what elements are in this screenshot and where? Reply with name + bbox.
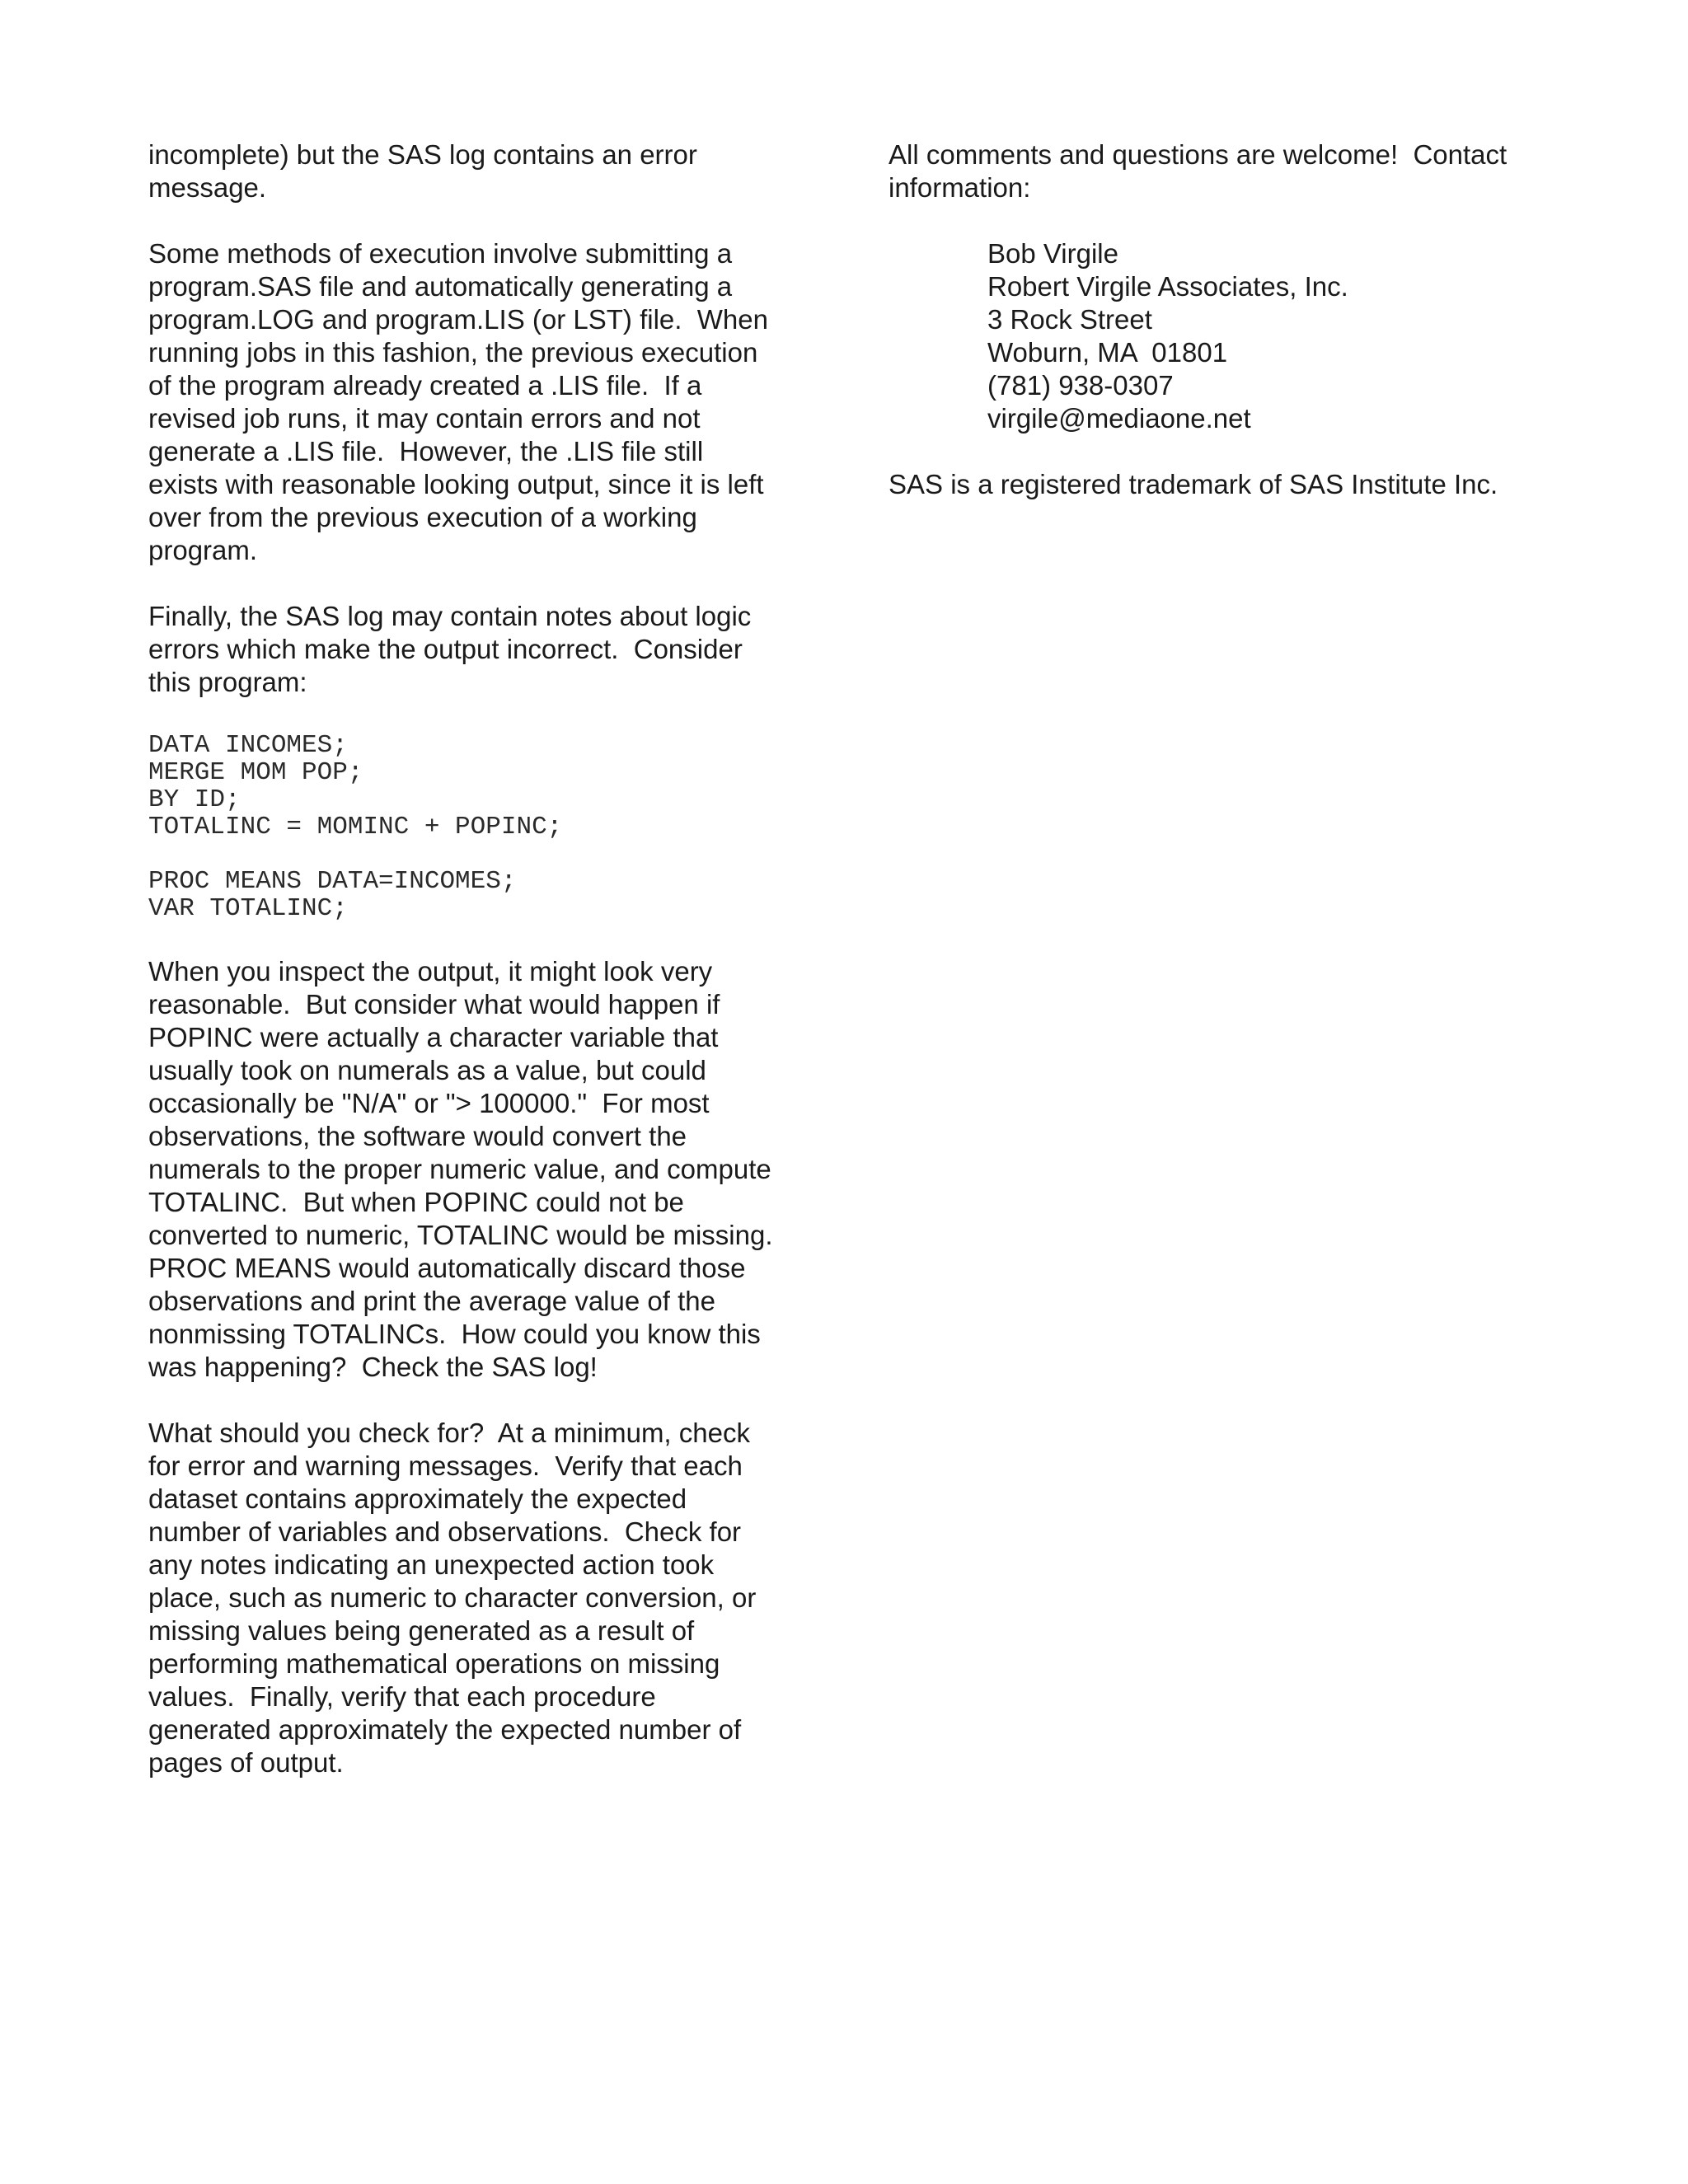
paragraph-trademark: SAS is a registered trademark of SAS Institute Inc. bbox=[889, 469, 1498, 499]
paragraph-inspect-output: When you inspect the output, it might look very reasonable. But consider what would happen if POPINC were actually a character variable that usually took on numerals as a value, but could occasionally be "N/A" or "> 100000." For most observations, the software would convert the numerals to the proper numeric value, and compute TOTALINC. But when POPINC could not be converted to numeric, TOTALINC would be missing. PROC MEANS would automatically discard those observations and print the average value of the nonmissing TOTALINCs. How could you know this was happening? Check the SAS log! bbox=[148, 956, 773, 1382]
left-column bbox=[148, 138, 808, 1812]
paragraph-execution-methods: Some methods of execution involve submitting a program.SAS file and automatically generating a program.LOG and program.LIS (or LST) file. When running jobs in this fashion, the previous execution of the program already created a .LIS file. If a revised job runs, it may contain errors and not generate a .LIS file. However, the .LIS file still exists with reasonable looking output, since it is left over from the previous execution of a working program. bbox=[148, 238, 768, 565]
contact-name: Bob Virgile bbox=[987, 238, 1118, 269]
code-block-proc-means: PROC MEANS DATA=INCOMES; VAR TOTALINC; bbox=[148, 867, 517, 923]
contact-address bbox=[889, 237, 1630, 435]
paragraph-contact-intro: All comments and questions are welcome! Contact information: bbox=[889, 139, 1507, 203]
contact-street: 3 Rock Street bbox=[987, 304, 1152, 335]
right-column bbox=[889, 138, 1630, 534]
paragraph-error-message: incomplete) but the SAS log contains an error message. bbox=[148, 139, 697, 203]
code-block-data-step: DATA INCOMES; MERGE MOM POP; BY ID; TOTALINC = MOMINC + POPINC; bbox=[148, 731, 563, 841]
paragraph-logic-errors: Finally, the SAS log may contain notes about logic errors which make the output incorrect. Consider this program: bbox=[148, 601, 752, 697]
contact-company: Robert Virgile Associates, Inc. bbox=[987, 271, 1348, 302]
contact-email: virgile@mediaone.net bbox=[987, 403, 1251, 434]
paragraph-what-to-check: What should you check for? At a minimum, check for error and warning messages. Verify that each dataset contains approximately the expected number of variables and observations. Check for any notes indicating an unexpected action took place, such as numeric to character conversion, or missing values being generated as a result of performing mathematical operations on missing values. Finally, verify that each procedure generated approximately the expected number of pages of output. bbox=[148, 1418, 757, 1778]
contact-phone: (781) 938-0307 bbox=[987, 370, 1174, 401]
contact-city: Woburn, MA 01801 bbox=[987, 337, 1228, 368]
